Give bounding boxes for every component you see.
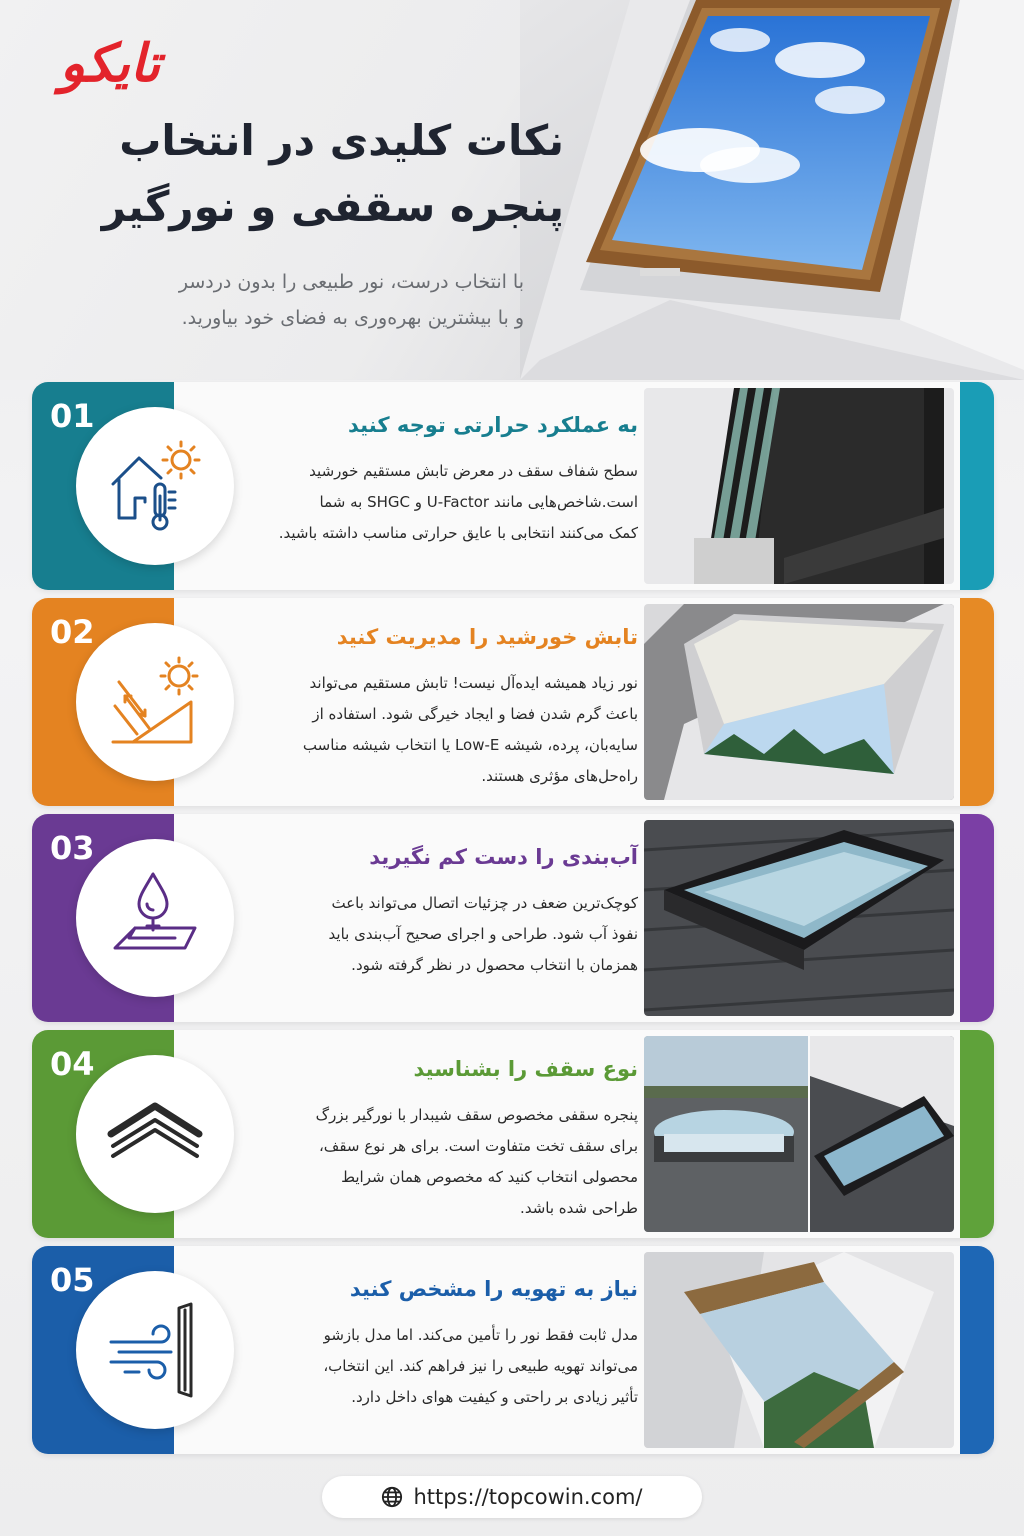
page-title	[64, 108, 564, 240]
card-icon-circle	[76, 407, 234, 565]
card-body	[238, 840, 638, 981]
card-text-line: مدل ثابت فقط نور را تأمین می‌کند. اما مدل بازشو	[323, 1326, 638, 1344]
blind-skylight-photo	[644, 604, 954, 800]
page-title-line-2: پنجره سقفی و نورگیر	[101, 182, 564, 231]
card-text-line: کمک می‌کنند انتخابی با عایق حرارتی مناسب داشته باشید.	[278, 524, 638, 542]
card-text-line: است.شاخص‌هایی مانند U-Factor و SHGC به شما	[319, 493, 638, 511]
card-text-line: نفوذ آب شود. طراحی و اجرای صحیح آب‌بندی باید	[328, 925, 638, 943]
card-icon-circle	[76, 623, 234, 781]
skylight-hero-photo	[520, 0, 1024, 380]
card-text-line: سطح شفاف سقف در معرض تابش مستقیم خورشید	[309, 462, 638, 480]
flat-and-pitched-roof-photo	[644, 1036, 954, 1232]
card-text	[238, 1320, 638, 1413]
page-subtitle-line-1: با انتخاب درست، نور طبیعی را بدون دردسر	[178, 271, 524, 293]
card-text-line: محصولی انتخاب کنید که مخصوص همان شرایط	[341, 1168, 638, 1186]
card-body	[238, 408, 638, 549]
card-right-bar	[960, 382, 994, 590]
card-text-line: نور زیاد همیشه ایده‌آل نیست! تابش مستقیم می‌تواند	[309, 674, 638, 692]
website-link[interactable]	[322, 1476, 702, 1518]
wind-window-icon	[105, 1300, 205, 1400]
card-right-bar	[960, 1246, 994, 1454]
card-text-line: برای سقف تخت متفاوت است. برای هر نوع سقف،	[318, 1137, 638, 1155]
brand-logo[interactable]: تایکو	[59, 34, 161, 94]
card-right-bar	[960, 1030, 994, 1238]
card-text	[238, 888, 638, 981]
card-body	[238, 1272, 638, 1413]
card-number: 03	[50, 829, 95, 867]
roof-skylight-photo	[644, 820, 954, 1016]
card-text	[238, 1100, 638, 1224]
tip-card-thermal	[32, 382, 994, 590]
card-text-line: کوچک‌ترین ضعف در چزئیات اتصال می‌تواند باعث	[331, 894, 638, 912]
tip-card-roof-type	[32, 1030, 994, 1238]
card-body	[238, 1052, 638, 1224]
card-heading: آب‌بندی را دست کم نگیرید	[369, 845, 638, 869]
hero-section	[0, 0, 1024, 380]
card-text-line: همزمان با انتخاب محصول در نظر گرفته شود.	[351, 956, 638, 974]
tip-card-sunlight	[32, 598, 994, 806]
window-profile-photo	[644, 388, 954, 584]
roof-layers-icon	[105, 1084, 205, 1184]
card-icon-circle	[76, 839, 234, 997]
globe-icon	[381, 1486, 403, 1508]
website-url[interactable]: https://topcowin.com/	[413, 1485, 643, 1509]
tip-card-ventilation	[32, 1246, 994, 1454]
card-icon-circle	[76, 1271, 234, 1429]
card-heading: نیاز به تهویه را مشخص کنید	[349, 1277, 638, 1301]
card-number: 01	[50, 397, 95, 435]
sun-reflection-icon	[105, 652, 205, 752]
card-text-line: طراحی شده باشد.	[520, 1199, 638, 1217]
page-subtitle-line-2: و با بیشترین بهره‌وری به فضای خود بیاورید.	[181, 307, 524, 329]
card-heading: نوع سقف را بشناسید	[413, 1057, 638, 1081]
tip-card-waterproofing	[32, 814, 994, 1022]
card-number: 02	[50, 613, 95, 651]
water-drop-roof-icon	[105, 868, 205, 968]
open-skylight-photo	[644, 1252, 954, 1448]
card-text-line: پنجره سقفی مخصوص سقف شیبدار با نورگیر بزرگ	[315, 1106, 638, 1124]
card-text-line: می‌تواند تهویه طبیعی را نیز فراهم کند. این انتخاب،	[323, 1357, 638, 1375]
card-heading: تابش خورشید را مدیریت کنید	[336, 625, 638, 649]
card-right-bar	[960, 814, 994, 1022]
card-icon-circle	[76, 1055, 234, 1213]
card-number: 05	[50, 1261, 95, 1299]
card-text-line: تأثیر زیادی بر راحتی و کیفیت هوای داخل دارد.	[351, 1388, 638, 1406]
page-title-line-1: نکات کلیدی در انتخاب	[119, 116, 564, 165]
card-text-line: راه‌حل‌های مؤثری هستند.	[481, 767, 638, 785]
card-text	[238, 668, 638, 792]
page-subtitle	[84, 264, 524, 336]
card-text	[238, 456, 638, 549]
card-right-bar	[960, 598, 994, 806]
card-text-line: سایه‌بان، پرده، شیشه Low-E یا انتخاب شیشه مناسب	[302, 736, 638, 754]
card-heading: به عملکرد حرارتی توجه کنید	[348, 413, 638, 437]
house-sun-thermometer-icon	[105, 436, 205, 536]
card-body	[238, 620, 638, 792]
card-number: 04	[50, 1045, 95, 1083]
card-text-line: باعث گرم شدن فضا و ایجاد خیرگی شود. استفاده از	[312, 705, 638, 723]
